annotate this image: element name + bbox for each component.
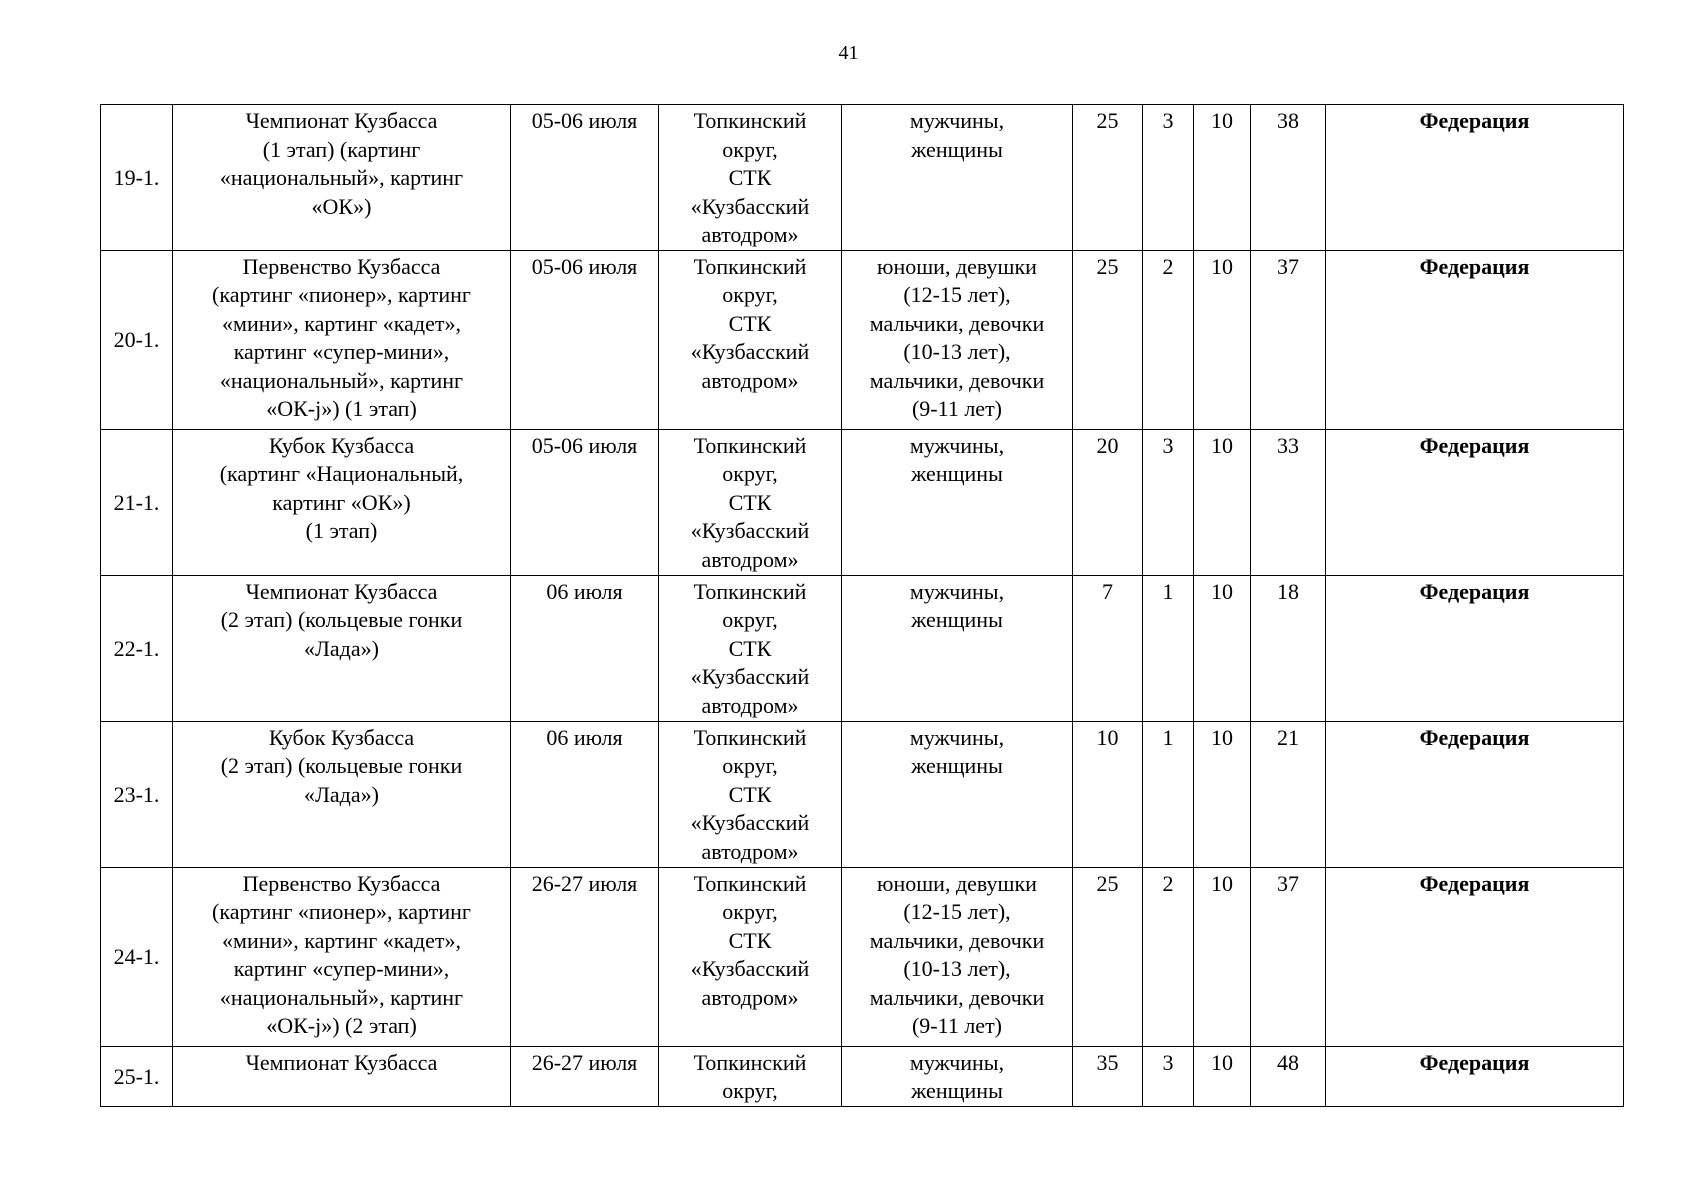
count-value-3: 10 (1194, 250, 1251, 429)
event-place (659, 1046, 842, 1106)
organizer: Федерация (1326, 429, 1624, 575)
row-number: 22-1. (101, 575, 173, 721)
event-name-line: «ОК») (311, 193, 372, 219)
count-value-1: 10 (1073, 721, 1143, 867)
event-name-line: Первенство Кузбасса (242, 253, 441, 279)
row-number: 19-1. (101, 105, 173, 251)
event-dates: 05-06 июля (511, 250, 659, 429)
event-participants (842, 1046, 1073, 1106)
event-participants-line: женщины (911, 461, 1003, 486)
event-participants-line: (10-13 лет), (903, 339, 1011, 364)
event-participants (842, 429, 1073, 575)
event-name-line: Чемпионат Кузбасса (245, 108, 438, 133)
event-name-line: Первенство Кузбасса (242, 870, 441, 896)
count-value-1: 20 (1073, 429, 1143, 575)
count-value-2: 1 (1143, 575, 1194, 721)
event-place-line: «Кузбасский (690, 810, 810, 835)
event-place-line: округ, (722, 461, 778, 486)
event-place (659, 721, 842, 867)
count-total: 21 (1251, 721, 1326, 867)
event-participants (842, 575, 1073, 721)
event-place-line: округ, (722, 607, 778, 632)
event-place-line: автодром» (701, 984, 799, 1010)
event-participants-line: (12-15 лет), (903, 899, 1011, 924)
event-participants-line: мужчины, (909, 578, 1005, 604)
event-place-line: «Кузбасский (690, 193, 810, 219)
event-participants-line: юноши, девушки (877, 870, 1037, 896)
event-place-line: автодром» (701, 222, 799, 247)
row-number: 25-1. (101, 1046, 173, 1106)
event-participants (842, 867, 1073, 1046)
event-place-line: Топкинский (693, 432, 807, 458)
count-value-1: 7 (1073, 575, 1143, 721)
event-participants-line: мальчики, девочки (869, 367, 1045, 393)
event-place-line: автодром» (701, 692, 799, 718)
event-name-line: (2 этап) (кольцевые гонки (220, 753, 463, 778)
event-participants-line: (10-13 лет), (903, 956, 1011, 981)
event-name-line: «Лада») (304, 781, 379, 807)
count-total: 18 (1251, 575, 1326, 721)
count-total: 33 (1251, 429, 1326, 575)
count-total: 48 (1251, 1046, 1326, 1106)
event-participants-line: мальчики, девочки (869, 984, 1045, 1010)
event-place-line: Топкинский (693, 253, 807, 279)
event-name-line: (2 этап) (кольцевые гонки (220, 607, 463, 632)
event-name-line: (картинг «пионер», картинг (212, 899, 471, 924)
event-dates: 26-27 июля (511, 1046, 659, 1106)
count-value-2: 3 (1143, 1046, 1194, 1106)
count-total: 38 (1251, 105, 1326, 251)
event-place-line: СТК (728, 165, 772, 190)
event-name (173, 867, 511, 1046)
count-value-2: 3 (1143, 105, 1194, 251)
event-participants-line: юноши, девушки (877, 253, 1037, 279)
event-name-line: картинг «супер-мини», (233, 339, 450, 364)
event-name-line: «мини», картинг «кадет», (222, 310, 461, 336)
organizer: Федерация (1326, 105, 1624, 251)
event-name-line: (1 этап) (305, 518, 378, 543)
count-value-1: 25 (1073, 867, 1143, 1046)
table-row (101, 867, 1624, 1046)
event-place-line: Топкинский (693, 108, 807, 133)
event-place-line: «Кузбасский (690, 664, 810, 689)
organizer: Федерация (1326, 1046, 1624, 1106)
organizer: Федерация (1326, 250, 1624, 429)
event-participants-line: мужчины, (909, 724, 1005, 750)
row-number: 24-1. (101, 867, 173, 1046)
event-name-line: «Лада») (304, 635, 379, 661)
event-place (659, 250, 842, 429)
event-name (173, 1046, 511, 1106)
event-place-line: Топкинский (693, 870, 807, 896)
count-value-3: 10 (1194, 721, 1251, 867)
event-name-line: Чемпионат Кузбасса (245, 578, 438, 604)
events-table (100, 104, 1624, 1107)
row-number: 21-1. (101, 429, 173, 575)
event-name (173, 429, 511, 575)
event-place-line: СТК (728, 310, 772, 336)
event-participants-line: (9-11 лет) (911, 1013, 1003, 1038)
count-total: 37 (1251, 867, 1326, 1046)
count-total: 37 (1251, 250, 1326, 429)
event-name (173, 721, 511, 867)
event-place (659, 105, 842, 251)
event-name-line: Чемпионат Кузбасса (245, 1049, 438, 1075)
event-place-line: СТК (728, 635, 772, 661)
table-row (101, 429, 1624, 575)
count-value-2: 2 (1143, 867, 1194, 1046)
event-name-line: Кубок Кузбасса (268, 724, 415, 750)
count-value-2: 3 (1143, 429, 1194, 575)
organizer: Федерация (1326, 721, 1624, 867)
event-name-line: «мини», картинг «кадет», (222, 927, 461, 953)
event-dates: 05-06 июля (511, 429, 659, 575)
event-name-line: «ОК-j») (2 этап) (266, 1013, 417, 1038)
count-value-2: 1 (1143, 721, 1194, 867)
event-place-line: округ, (722, 282, 778, 307)
event-name-line: «национальный», картинг (219, 984, 464, 1010)
event-name (173, 575, 511, 721)
count-value-3: 10 (1194, 575, 1251, 721)
event-participants-line: мальчики, девочки (869, 927, 1045, 953)
event-place-line: СТК (728, 927, 772, 953)
count-value-1: 25 (1073, 250, 1143, 429)
row-number: 23-1. (101, 721, 173, 867)
event-participants-line: мужчины, (909, 432, 1005, 458)
event-name-line: (1 этап) (картинг (262, 136, 421, 162)
event-place (659, 867, 842, 1046)
table-row (101, 105, 1624, 251)
event-place (659, 575, 842, 721)
event-name-line: «ОК-j») (1 этап) (266, 396, 417, 421)
table-row (101, 575, 1624, 721)
event-participants (842, 721, 1073, 867)
count-value-3: 10 (1194, 1046, 1251, 1106)
organizer: Федерация (1326, 867, 1624, 1046)
event-place-line: округ, (722, 136, 778, 162)
count-value-1: 35 (1073, 1046, 1143, 1106)
event-place-line: СТК (728, 489, 772, 515)
event-participants-line: женщины (911, 607, 1003, 632)
event-place-line: автодром» (701, 838, 799, 864)
count-value-3: 10 (1194, 867, 1251, 1046)
event-participants-line: мужчины, (909, 108, 1005, 133)
organizer: Федерация (1326, 575, 1624, 721)
table-row (101, 250, 1624, 429)
event-place-line: округ, (722, 899, 778, 924)
event-participants-line: женщины (911, 753, 1003, 778)
event-place (659, 429, 842, 575)
event-place-line: автодром» (701, 367, 799, 393)
event-name-line: Кубок Кузбасса (268, 432, 415, 458)
event-place-line: «Кузбасский (690, 956, 810, 981)
event-participants (842, 105, 1073, 251)
event-participants-line: женщины (911, 1078, 1003, 1103)
table-row (101, 721, 1624, 867)
event-participants-line: (9-11 лет) (911, 396, 1003, 421)
table-row (101, 1046, 1624, 1106)
event-dates: 06 июля (511, 575, 659, 721)
event-dates: 26-27 июля (511, 867, 659, 1046)
event-place-line: Топкинский (693, 1049, 807, 1075)
page-number: 41 (838, 42, 859, 64)
event-name (173, 250, 511, 429)
event-name-line: «национальный», картинг (219, 165, 464, 190)
event-participants-line: женщины (911, 136, 1003, 162)
event-dates: 05-06 июля (511, 105, 659, 251)
event-name-line: картинг «супер-мини», (233, 956, 450, 981)
event-place-line: «Кузбасский (690, 339, 810, 364)
event-place-line: округ, (722, 753, 778, 778)
event-dates: 06 июля (511, 721, 659, 867)
event-name-line: картинг «ОК») (272, 489, 411, 515)
event-place-line: округ, (722, 1078, 778, 1103)
count-value-3: 10 (1194, 105, 1251, 251)
count-value-3: 10 (1194, 429, 1251, 575)
event-place-line: Топкинский (693, 578, 807, 604)
event-place-line: автодром» (701, 546, 799, 572)
event-name-line: (картинг «Национальный, (219, 461, 464, 486)
event-place-line: СТК (728, 781, 772, 807)
count-value-1: 25 (1073, 105, 1143, 251)
row-number: 20-1. (101, 250, 173, 429)
event-participants (842, 250, 1073, 429)
event-name (173, 105, 511, 251)
count-value-2: 2 (1143, 250, 1194, 429)
event-place-line: Топкинский (693, 724, 807, 750)
event-name-line: (картинг «пионер», картинг (212, 282, 471, 307)
event-place-line: «Кузбасский (690, 518, 810, 543)
event-participants-line: мужчины, (909, 1049, 1005, 1075)
event-name-line: «национальный», картинг (219, 367, 464, 393)
event-participants-line: мальчики, девочки (869, 310, 1045, 336)
event-participants-line: (12-15 лет), (903, 282, 1011, 307)
